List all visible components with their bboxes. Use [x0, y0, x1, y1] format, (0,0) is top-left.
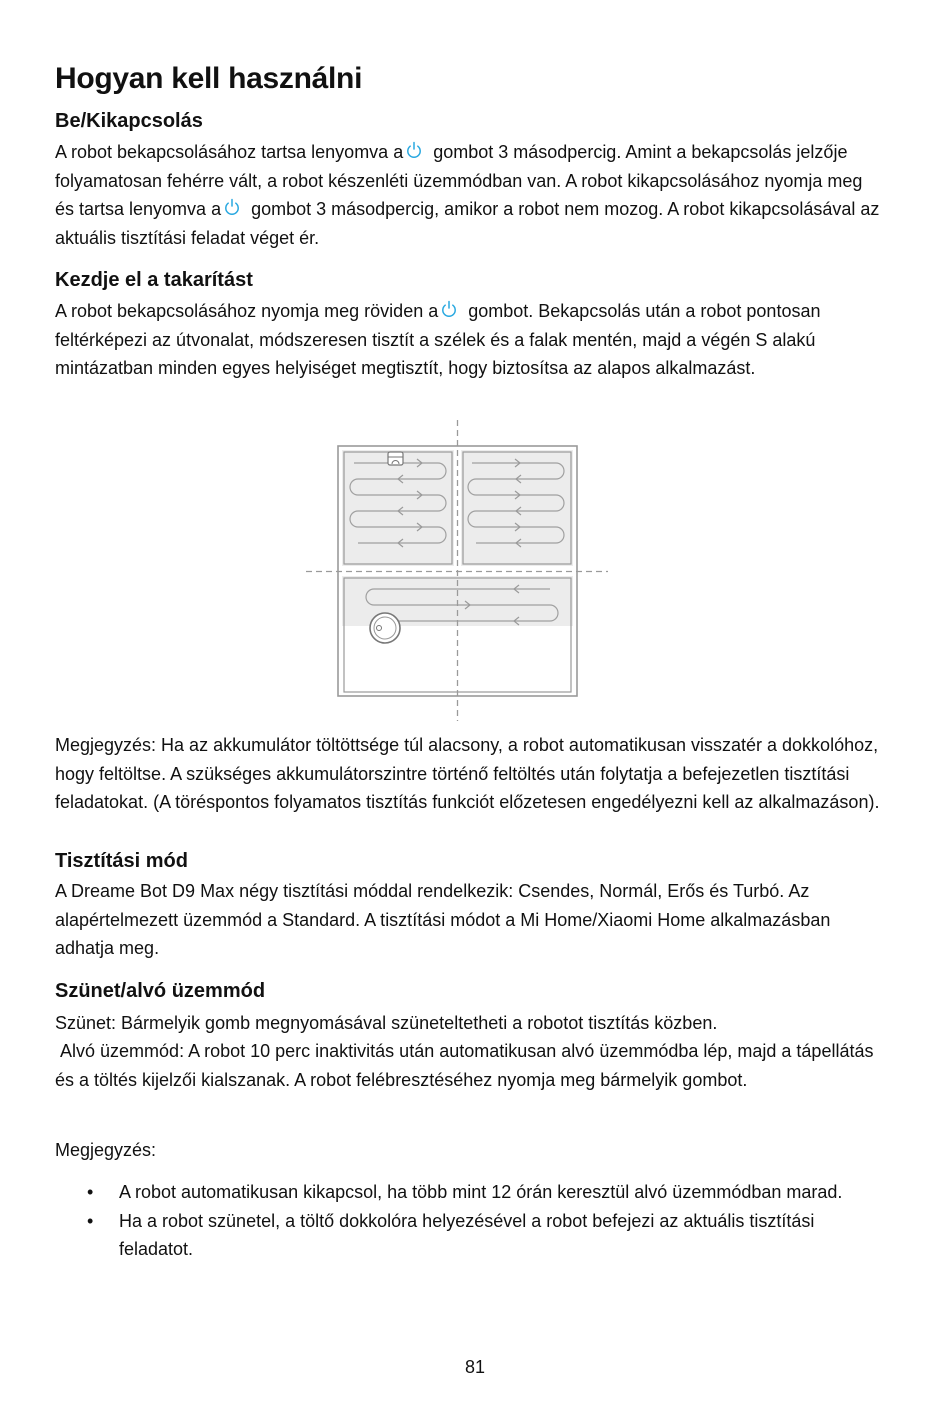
sleep-paragraph: Alvó üzemmód: A robot 10 perc inaktivitás után automatikusan alvó üzemmódba lép, majd a tápellátás és a töltés kijelzői kialszanak. A robot felébresztéséhez nyomja meg bármelyik gombot.: [55, 1041, 879, 1090]
list-item: • Ha a robot szünetel, a töltő dokkolóra helyezésével a robot befejezi az aktuális tisztítási feladatot.: [55, 1207, 875, 1264]
power-icon: [439, 300, 459, 318]
page-number: 81: [464, 1357, 486, 1377]
note-label: Megjegyzés:: [55, 1140, 157, 1160]
onoff-text-1: A robot bekapcsolásához tartsa lenyomva a: [55, 142, 404, 162]
bullet-dot: •: [87, 1182, 94, 1202]
note-bullet-list: [55, 1178, 875, 1264]
battery-note: Megjegyzés: Ha az akkumulátor töltöttsége túl alacsony, a robot automatikusan visszatér a dokkolóhoz, hogy feltöltse. A szükséges akkumulátorszintre történő feltöltés után folytatja a befejezetlen tisztítási feladatokat. (A töréspontos folyamatos tisztítás funkciót előzetesen engedélyezni kell az alkalmazáson).: [55, 735, 880, 812]
list-item: • A robot automatikusan kikapcsol, ha több mint 12 órán keresztül alvó üzemmódban marad.: [55, 1178, 875, 1207]
section-title-start: Kezdje el a takarítást: [55, 269, 253, 291]
section-title-mode: Tisztítási mód: [55, 850, 188, 872]
onoff-paragraph: [55, 138, 885, 252]
robot-vacuum-icon: [370, 613, 400, 643]
section-title-onoff: Be/Kikapcsolás: [55, 110, 203, 132]
charging-dock-icon: [388, 452, 403, 465]
start-paragraph: [55, 297, 885, 383]
cleaning-path-diagram: [300, 418, 620, 723]
zone-top-right: [461, 450, 573, 566]
onoff-text-3: gombot 3 másodpercig, amikor a robot nem mozog. A robot kikapcsolásával az aktuális tisztítási feladat véget ér.: [55, 199, 880, 248]
onoff-text-2: gombot 3 másodpercig. Amint a bekapcsolás jelzője folyamatosan fehérre vált, a robot készenléti üzemmódban van. A robot kikapcsolásához nyomja meg és tartsa lenyomva a: [55, 142, 863, 219]
start-text-2: gombot. Bekapcsolás után a robot pontosan feltérképezi az útvonalat, módszeresen tisztít a szélek és a falak mentén, majd a végén S alakú mintázatban minden egyes helyiséget megtisztít, hogy biztosítsa az alapos alkalmazást.: [55, 301, 821, 378]
start-text-1: A robot bekapcsolásához nyomja meg röviden a: [55, 301, 439, 321]
pause-paragraph: Szünet: Bármelyik gomb megnyomásával szüneteltetheti a robotot tisztítás közben.: [55, 1013, 718, 1033]
power-icon: [404, 141, 424, 159]
mode-paragraph: A Dreame Bot D9 Max négy tisztítási móddal rendelkezik: Csendes, Normál, Erős és Turbó. Az alapértelmezett üzemmód a Standard. A tisztítási módot a Mi Home/Xiaomi Home alkalmazásban adhatja meg.: [55, 881, 831, 958]
section-title-pause: Szünet/alvó üzemmód: [55, 980, 266, 1002]
page-title: Hogyan kell használni: [55, 62, 363, 95]
power-icon: [222, 198, 242, 216]
zone-top-left: [342, 450, 454, 566]
bullet-dot: •: [87, 1210, 94, 1231]
